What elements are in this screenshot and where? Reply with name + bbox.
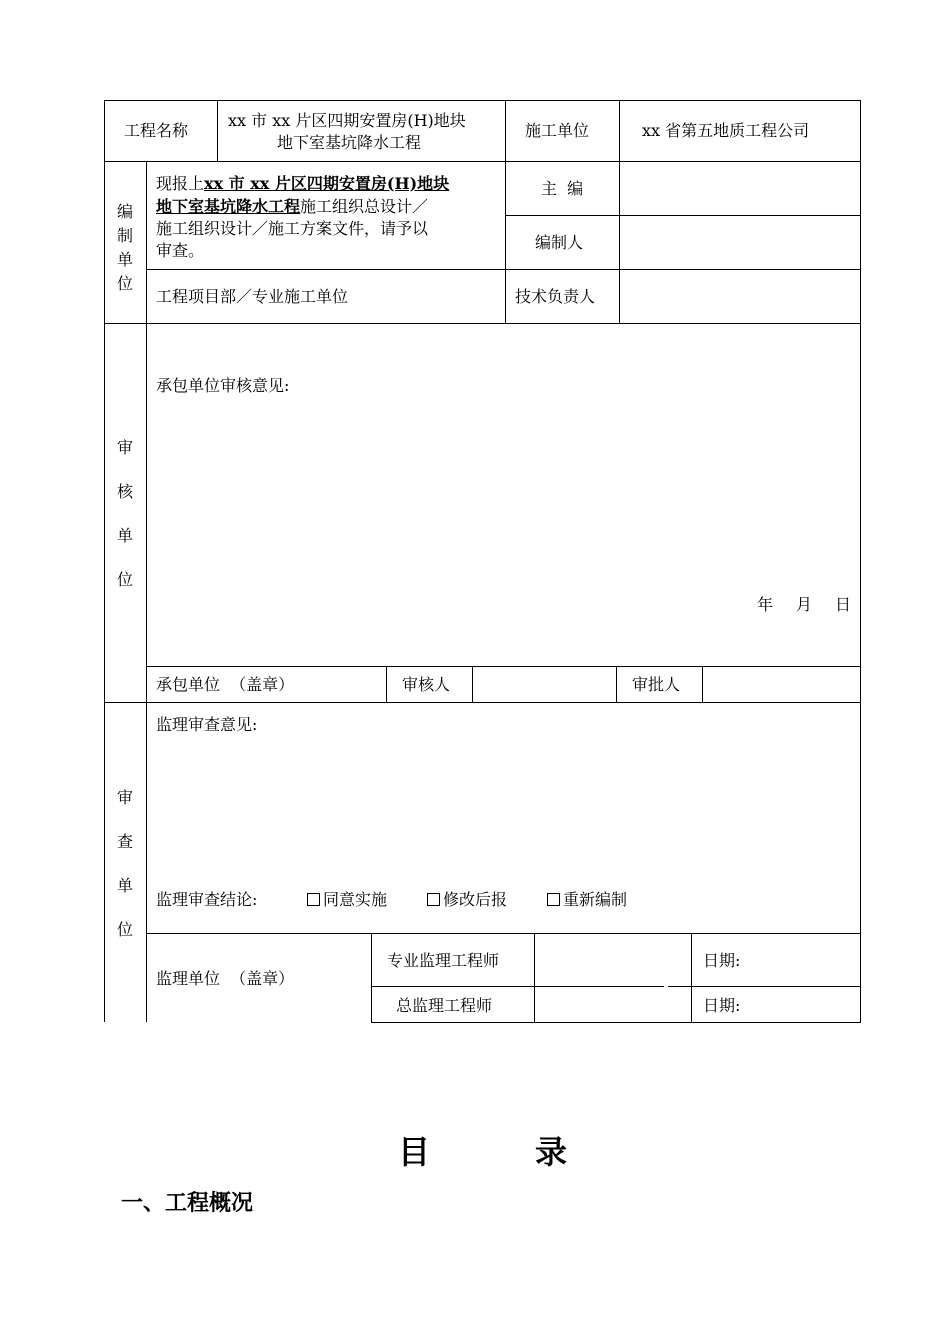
col-divider — [616, 666, 617, 702]
col-divider — [505, 100, 506, 323]
compile-unit-side-label: 编 制 单 位 — [116, 202, 133, 293]
row-divider — [104, 702, 861, 703]
row-divider — [104, 161, 861, 162]
report-line-1: 现报上xx 市 xx 片区四期安置房(H)地块 — [156, 174, 450, 193]
report-line-4: 审查。 — [156, 241, 205, 260]
date-year: 年 — [757, 595, 774, 614]
row-divider — [146, 269, 861, 270]
checkbox-icon[interactable] — [547, 893, 560, 906]
col-divider — [702, 666, 703, 702]
compiler-label: 编制人 — [535, 233, 584, 252]
contractor-label: 施工单位 — [525, 121, 590, 140]
chief-engineer-label: 总监理工程师 — [396, 996, 493, 1015]
specialty-engineer-label: 专业监理工程师 — [387, 951, 500, 970]
toc-title-left: 目 — [398, 1133, 431, 1171]
col-divider — [217, 100, 218, 161]
supervision-stamp-label: 监理单位 （盖章） — [156, 969, 295, 988]
checkbox-icon[interactable] — [307, 893, 320, 906]
project-name-label: 工程名称 — [124, 121, 189, 140]
contractor-opinion-label: 承包单位审核意见: — [156, 376, 290, 395]
supervision-conclusion-label: 监理审查结论: — [156, 890, 258, 909]
tech-lead-label: 技术负责人 — [515, 287, 596, 306]
project-dept-label: 工程项目部／专业施工单位 — [156, 287, 349, 306]
project-name-line1: xx 市 xx 片区四期安置房(H)地块 — [228, 111, 466, 130]
toc-title-right: 录 — [535, 1133, 568, 1171]
supervision-opinion-label: 监理审查意见: — [156, 715, 258, 734]
table-left-border — [104, 100, 105, 1022]
row-divider — [146, 666, 861, 667]
project-name-line2: 地下室基坑降水工程 — [277, 133, 422, 152]
row-divider — [146, 933, 861, 934]
date-month: 月 — [796, 595, 813, 614]
supervision-unit-side-label: 审 查 单 位 — [116, 788, 133, 939]
row-divider — [371, 1022, 861, 1023]
option-recompile[interactable]: 重新编制 — [547, 889, 627, 911]
reviewer-label: 审核人 — [402, 675, 451, 694]
col-divider — [691, 933, 692, 1022]
contractor-stamp-label: 承包单位 （盖章） — [156, 675, 295, 694]
review-unit-side-label: 审 核 单 位 — [116, 438, 133, 589]
checkbox-icon[interactable] — [427, 893, 440, 906]
col-divider — [534, 933, 535, 1022]
row-divider — [505, 215, 861, 216]
approver-label: 审批人 — [632, 675, 681, 694]
row-divider — [104, 323, 861, 324]
col-divider — [146, 161, 147, 1022]
table-right-border — [860, 100, 861, 1023]
editor-in-chief-label: 主 编 — [541, 179, 584, 198]
col-divider — [371, 933, 372, 1022]
section-heading: 一、工程概况 — [121, 1190, 254, 1216]
date-day: 日 — [835, 595, 852, 614]
row-divider — [668, 986, 861, 987]
date-label-2: 日期: — [703, 996, 741, 1015]
col-divider — [386, 666, 387, 702]
col-divider — [619, 100, 620, 323]
option-approve[interactable]: 同意实施 — [307, 889, 387, 911]
contractor-name: xx 省第五地质工程公司 — [642, 121, 810, 140]
row-divider — [371, 986, 664, 987]
date-label-1: 日期: — [703, 951, 741, 970]
col-divider — [472, 666, 473, 702]
option-revise[interactable]: 修改后报 — [427, 889, 507, 911]
report-line-3: 施工组织设计／施工方案文件，请予以 — [156, 219, 429, 238]
report-line-2: 地下室基坑降水工程施工组织总设计／ — [156, 197, 429, 216]
